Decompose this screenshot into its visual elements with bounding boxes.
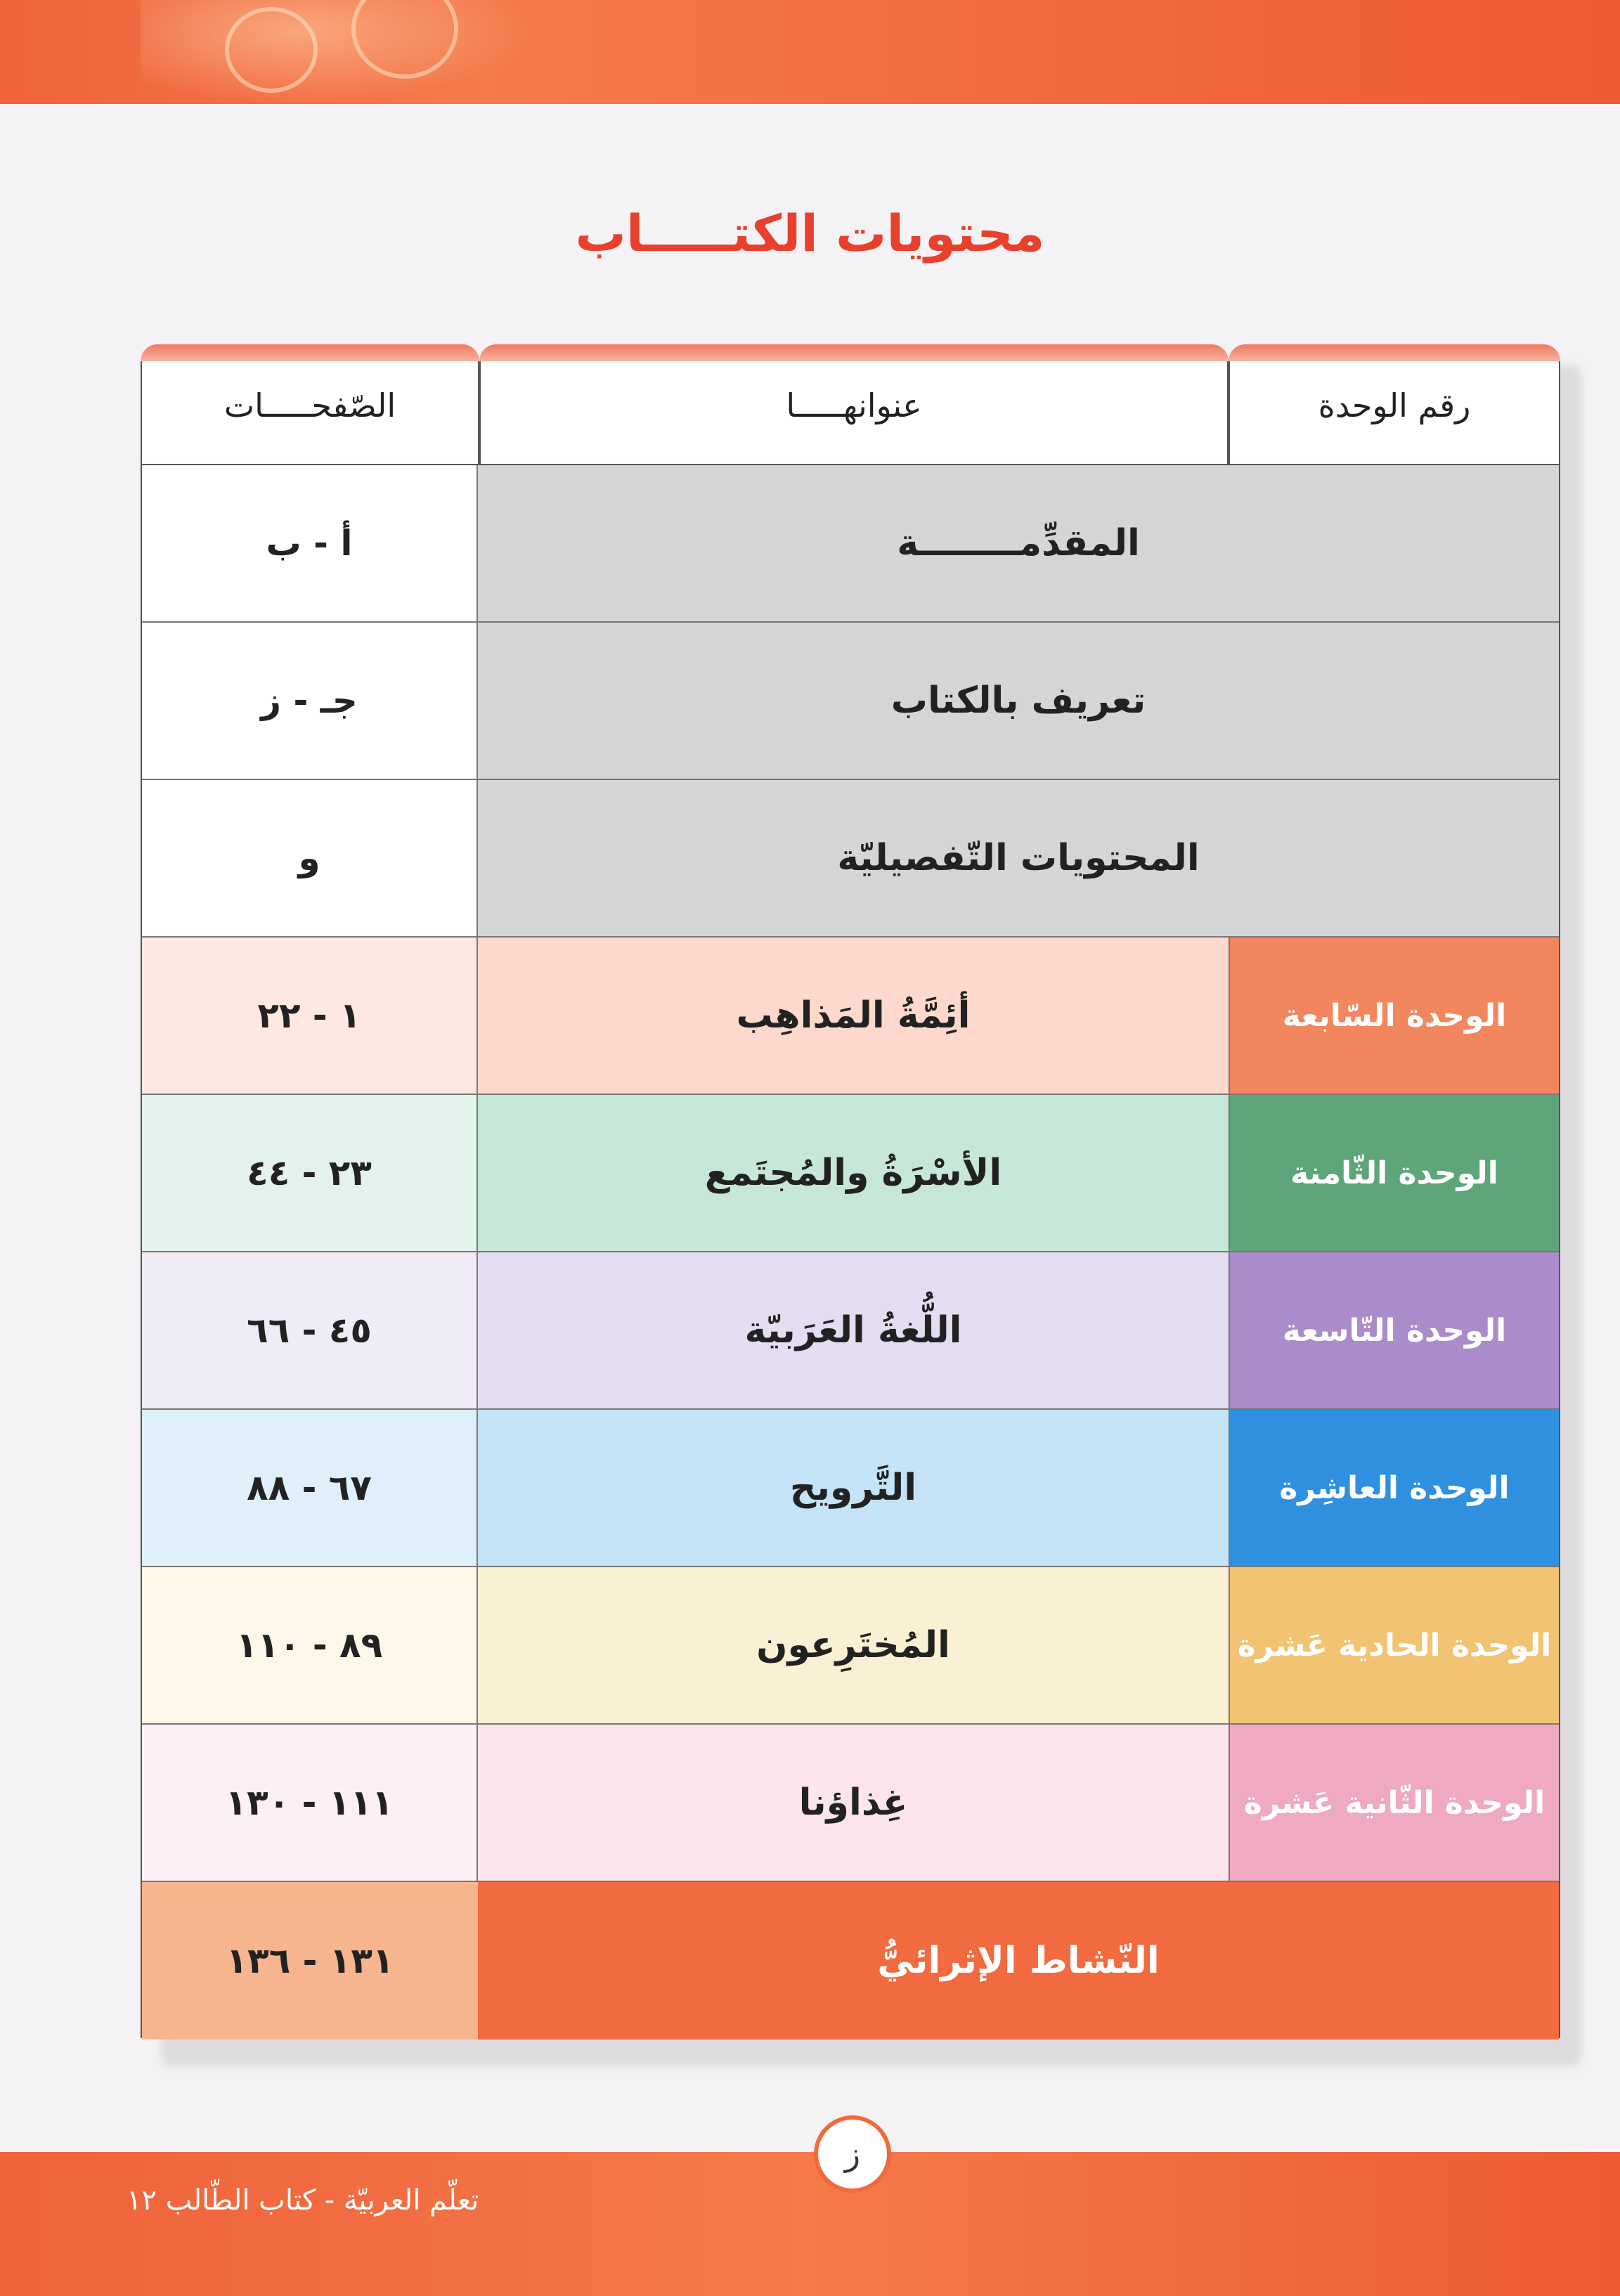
contents-table [141, 344, 1560, 2045]
footer-band [0, 2152, 1620, 2296]
footer-book-title: تعلّم العربيّة - كتاب الطّالب ١٢ [127, 2184, 479, 2217]
unit-cell: الوحدة الثّامنة [1230, 1095, 1559, 1251]
page-title: محتويات الكتـــــاب [575, 204, 1045, 263]
table-row-intro [142, 780, 1559, 938]
pages-cell: ٢٣ - ٤٤ [142, 1095, 478, 1251]
pages-cell: أ - ب [142, 465, 478, 621]
top-ornament-decoration [141, 0, 534, 104]
title-cell: المُختَرِعون [478, 1567, 1230, 1723]
table-row-unit-9 [142, 1252, 1559, 1410]
title-cell: المقدِّمــــــــة [478, 465, 1559, 621]
title-cell: أئِمَّةُ المَذاهِب [478, 938, 1230, 1094]
pages-cell: ١١١ - ١٣٠ [142, 1725, 478, 1881]
table-row-activity [142, 1882, 1559, 2039]
page-number: ز [814, 2115, 891, 2193]
table-row-unit-8 [142, 1095, 1559, 1252]
pages-cell: ٤٥ - ٦٦ [142, 1252, 478, 1408]
unit-cell: الوحدة السّابعة [1230, 938, 1559, 1094]
table-row-unit-11 [142, 1567, 1559, 1725]
unit-cell: الوحدة التّاسعة [1230, 1252, 1559, 1408]
pages-cell: و [142, 780, 478, 936]
pages-cell: جـ - ز [142, 623, 478, 779]
table-row-intro [142, 465, 1559, 623]
unit-cell: الوحدة الحادية عَشرة [1230, 1567, 1559, 1723]
title-cell: المحتويات التّفصيليّة [478, 780, 1559, 936]
table-row-unit-10 [142, 1410, 1559, 1567]
title-cell: التَّرويح [478, 1410, 1230, 1566]
title-cell: تعريف بالكتاب [478, 623, 1559, 779]
table-row-intro [142, 623, 1559, 780]
title-cell: النّشاط الإثرائيُّ [478, 1882, 1559, 2039]
header-pages: الصّفحـــــات [141, 344, 479, 465]
table-row-unit-12 [142, 1725, 1559, 1882]
pages-cell: ١ - ٢٢ [142, 938, 478, 1094]
title-cell: الأسْرَةُ والمُجتَمع [478, 1095, 1230, 1251]
header-title: عنوانهـــــا [479, 344, 1229, 465]
table-row-unit-7 [142, 938, 1559, 1095]
unit-cell: الوحدة الثّانية عَشرة [1230, 1725, 1559, 1881]
pages-cell: ٨٩ - ١١٠ [142, 1567, 478, 1723]
header-unit: رقم الوحدة [1229, 344, 1560, 465]
unit-cell: الوحدة العاشِرة [1230, 1410, 1559, 1566]
title-cell: اللُّغةُ العَرَبيّة [478, 1252, 1230, 1408]
title-cell: غِذاؤنا [478, 1725, 1230, 1881]
pages-cell: ١٣١ - ١٣٦ [142, 1882, 478, 2039]
pages-cell: ٦٧ - ٨٨ [142, 1410, 478, 1566]
table-body [141, 464, 1560, 2038]
